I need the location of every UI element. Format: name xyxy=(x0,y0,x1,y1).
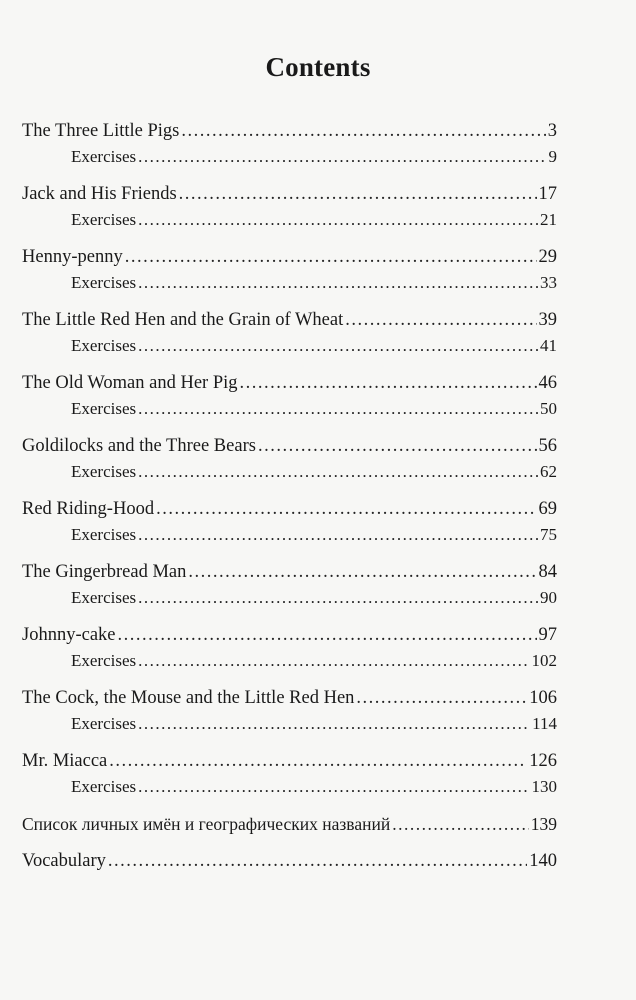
dot-leader xyxy=(138,648,529,674)
dot-leader xyxy=(118,622,537,648)
toc-subentry-page: 90 xyxy=(540,588,557,607)
toc-entry-page: 39 xyxy=(538,310,557,330)
toc-entry[interactable] xyxy=(22,559,557,585)
dot-leader xyxy=(138,396,538,422)
dot-leader xyxy=(138,207,538,233)
dot-leader xyxy=(109,748,527,774)
dot-leader xyxy=(138,774,529,800)
toc-entry-page: 106 xyxy=(529,688,557,708)
toc-entry[interactable] xyxy=(22,307,557,333)
toc-entry-page: 17 xyxy=(538,184,557,204)
toc-entry[interactable] xyxy=(22,433,557,459)
toc-subentry-page: 33 xyxy=(540,273,557,292)
toc-subentry[interactable] xyxy=(22,207,557,233)
toc-entry-title: Red Riding-Hood xyxy=(22,499,155,519)
toc-entry[interactable] xyxy=(22,748,557,774)
toc-subentry[interactable] xyxy=(22,585,557,611)
toc-subentry[interactable] xyxy=(22,333,557,359)
toc-entry-title: The Gingerbread Man xyxy=(22,562,187,582)
toc-subentry-page: 62 xyxy=(540,462,557,481)
toc-subentry-title: Exercises xyxy=(71,462,137,481)
toc-entry-title: The Old Woman and Her Pig xyxy=(22,373,238,393)
toc-entry[interactable] xyxy=(22,244,557,270)
dot-leader xyxy=(181,118,545,144)
toc-entry-title: Vocabulary xyxy=(22,851,106,871)
toc-subentry-title: Exercises xyxy=(71,651,137,670)
table-of-contents xyxy=(22,118,557,885)
toc-entry[interactable] xyxy=(22,622,557,648)
dot-leader xyxy=(240,370,537,396)
dot-leader xyxy=(108,848,527,874)
dot-leader xyxy=(356,685,527,711)
toc-entry-title: Johnny-cake xyxy=(22,625,116,645)
toc-entry-title: Henny-penny xyxy=(22,247,123,267)
toc-subentry-page: 21 xyxy=(540,210,557,229)
toc-subentry-title: Exercises xyxy=(71,210,137,229)
toc-entry-title: Jack and His Friends xyxy=(22,184,177,204)
toc-entry-title: Список личных имён и географических названий xyxy=(22,814,391,834)
dot-leader xyxy=(138,522,538,548)
dot-leader xyxy=(138,270,538,296)
toc-subentry-page: 102 xyxy=(531,651,557,670)
toc-subentry[interactable] xyxy=(22,459,557,485)
toc-entry-title: The Three Little Pigs xyxy=(22,121,180,141)
toc-entry[interactable] xyxy=(22,118,557,144)
dot-leader xyxy=(345,307,536,333)
toc-subentry-page: 130 xyxy=(531,777,557,796)
toc-subentry-title: Exercises xyxy=(71,525,137,544)
toc-entry-title: Mr. Miacca xyxy=(22,751,108,771)
toc-entry-page: 56 xyxy=(538,436,557,456)
toc-subentry-title: Exercises xyxy=(71,336,137,355)
dot-leader xyxy=(138,585,538,611)
toc-entry[interactable] xyxy=(22,496,557,522)
toc-subentry[interactable] xyxy=(22,522,557,548)
toc-entry-page: 97 xyxy=(538,625,557,645)
toc-entry-page: 46 xyxy=(538,373,557,393)
toc-subentry[interactable] xyxy=(22,648,557,674)
toc-entry-title: The Little Red Hen and the Grain of Wheat xyxy=(22,310,344,330)
toc-subentry-page: 41 xyxy=(540,336,557,355)
toc-entry-page: 140 xyxy=(529,851,557,871)
toc-subentry-page: 9 xyxy=(548,147,557,166)
toc-entry-page: 3 xyxy=(547,121,557,141)
toc-entry[interactable] xyxy=(22,370,557,396)
toc-subentry-title: Exercises xyxy=(71,273,137,292)
toc-subentry-title: Exercises xyxy=(71,147,137,166)
toc-subentry-title: Exercises xyxy=(71,714,137,733)
toc-entry-title: Goldilocks and the Three Bears xyxy=(22,436,256,456)
toc-entry[interactable] xyxy=(22,181,557,207)
toc-entry-page: 84 xyxy=(538,562,557,582)
toc-entry-title: The Cock, the Mouse and the Little Red Hen xyxy=(22,688,355,708)
dot-leader xyxy=(392,811,529,837)
dot-leader xyxy=(138,459,538,485)
dot-leader xyxy=(125,244,537,270)
toc-subentry-title: Exercises xyxy=(71,399,137,418)
toc-subentry-page: 75 xyxy=(540,525,557,544)
dot-leader xyxy=(258,433,537,459)
dot-leader xyxy=(179,181,537,207)
toc-subentry[interactable] xyxy=(22,396,557,422)
toc-entry-names-index[interactable] xyxy=(22,811,557,837)
toc-subentry[interactable] xyxy=(22,711,557,737)
toc-entry-vocabulary[interactable] xyxy=(22,848,557,874)
page-title: Contents xyxy=(265,52,371,82)
dot-leader xyxy=(138,711,530,737)
toc-subentry[interactable] xyxy=(22,774,557,800)
toc-entry-page: 69 xyxy=(538,499,557,519)
toc-entry-page: 139 xyxy=(530,814,557,834)
toc-subentry-title: Exercises xyxy=(71,588,137,607)
toc-subentry-page: 114 xyxy=(532,714,557,733)
toc-subentry-page: 50 xyxy=(540,399,557,418)
toc-subentry[interactable] xyxy=(22,144,557,170)
toc-entry-page: 126 xyxy=(529,751,557,771)
toc-subentry[interactable] xyxy=(22,270,557,296)
dot-leader xyxy=(138,333,538,359)
dot-leader xyxy=(156,496,536,522)
toc-subentry-title: Exercises xyxy=(71,777,137,796)
toc-entry[interactable] xyxy=(22,685,557,711)
toc-entry-page: 29 xyxy=(538,247,557,267)
dot-leader xyxy=(138,144,546,170)
dot-leader xyxy=(188,559,536,585)
